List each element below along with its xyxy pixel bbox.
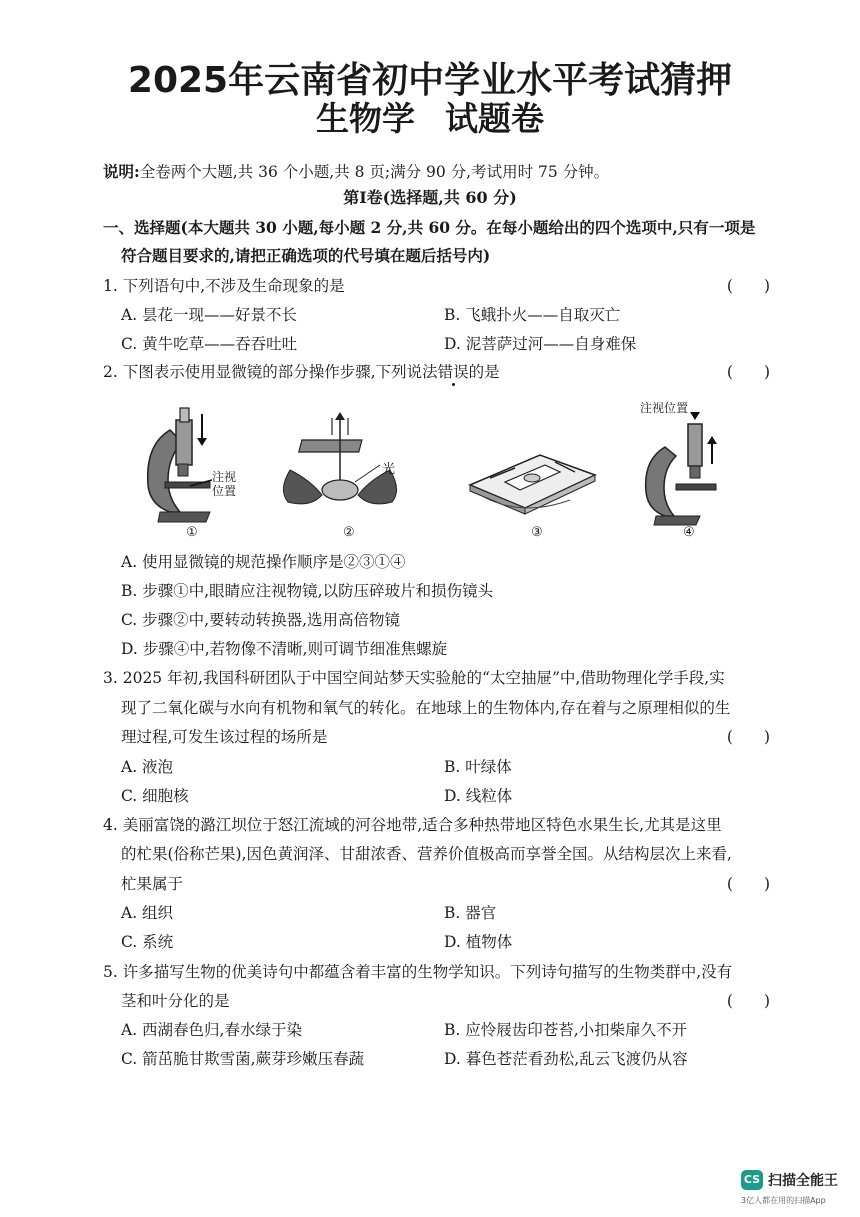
- camscanner-tagline: 3亿人都在用的扫描App: [741, 1196, 826, 1205]
- step1-annotation-line1: 注视: [212, 470, 237, 484]
- q2-answer-paren[interactable]: ( ): [726, 363, 770, 381]
- q5-option-c: C. 箭茁脆甘欺雪菌,蕨芽珍嫩压春蔬: [121, 1050, 365, 1068]
- q4-option-d: D. 植物体: [444, 933, 513, 951]
- q1-option-a: A. 昙花一现——好景不长: [121, 306, 298, 324]
- q5-answer-paren[interactable]: ( ): [726, 992, 770, 1010]
- q2-stem-emphasis: 错误: [437, 363, 469, 381]
- q1-option-c: C. 黄牛吃草——吞吞吐吐: [121, 335, 298, 353]
- q3-stem-line1: 3. 2025 年初,我国科研团队于中国空间站梦天实验舱的“太空抽屉”中,借助物理化学手段,实: [103, 669, 725, 687]
- camscanner-logo: CS: [741, 1170, 763, 1190]
- q5-option-b: B. 应怜屐齿印苍苔,小扣柴扉久不开: [444, 1021, 688, 1039]
- part1-title: 第Ⅰ卷(选择题,共 60 分): [343, 188, 517, 207]
- q1-stem: 1. 下列语句中,不涉及生命现象的是: [103, 277, 345, 295]
- section1-line1: 一、选择题(本大题共 30 小题,每小题 2 分,共 60 分。在每小题给出的四个选项中,只有一项是: [103, 218, 756, 237]
- q1-option-d: D. 泥菩萨过河——自身难保: [444, 335, 637, 353]
- q2-option-a: A. 使用显微镜的规范操作顺序是②③①④: [121, 553, 406, 571]
- q3-option-b: B. 叶绿体: [444, 758, 512, 776]
- q5-option-d: D. 暮色苍茫看劲松,乱云飞渡仍从容: [444, 1050, 688, 1068]
- paper-type: 试题卷: [445, 99, 544, 138]
- q3-stem-line2: 现了二氧化碳与水向有机物和氧气的转化。在地球上的生物体内,存在着与之原理相似的生: [121, 699, 731, 717]
- section1-line2: 符合题目要求的,请把正确选项的代号填在题后括号内): [121, 246, 491, 265]
- instructions-text: 全卷两个大题,共 36 个小题,共 8 页;满分 90 分,考试用时 75 分钟。: [139, 163, 610, 181]
- step4-label: ④: [683, 525, 695, 540]
- q2-option-c: C. 步骤②中,要转动转换器,选用高倍物镜: [121, 611, 401, 629]
- instructions-label: 说明:: [103, 162, 140, 181]
- q1-option-b: B. 飞蛾扑火——自取灭亡: [444, 306, 621, 324]
- q5-stem-line2: 茎和叶分化的是: [121, 992, 230, 1010]
- microscope-step1-figure: [140, 400, 250, 525]
- q2-option-d: D. 步骤④中,若物像不清晰,则可调节细准焦螺旋: [121, 640, 448, 658]
- q3-stem-line3: 理过程,可发生该过程的场所是: [121, 728, 328, 746]
- q4-option-c: C. 系统: [121, 933, 174, 951]
- microscope-step4-figure: [640, 412, 730, 527]
- q4-option-b: B. 器官: [444, 904, 497, 922]
- q3-answer-paren[interactable]: ( ): [726, 728, 770, 746]
- exam-subtitle: [0, 93, 860, 140]
- subject-name: 生物学: [316, 99, 415, 138]
- step2-light-annotation: 光: [382, 462, 396, 477]
- q4-answer-paren[interactable]: ( ): [726, 875, 770, 893]
- exam-title: 2025年云南省初中学业水平考试猜押: [127, 60, 733, 101]
- step1-annotation-line2: 位置: [212, 484, 237, 498]
- q4-stem-line3: 杧果属于: [121, 875, 184, 893]
- step1-label: ①: [186, 525, 198, 540]
- q2-stem-post: 的是: [468, 363, 500, 381]
- q4-option-a: A. 组织: [121, 904, 174, 922]
- step2-label: ②: [343, 525, 355, 540]
- camscanner-app-name: 扫描全能王: [768, 1173, 838, 1189]
- step3-label: ③: [531, 525, 543, 540]
- q2-stem: [103, 362, 500, 382]
- q4-stem-line1: 4. 美丽富饶的潞江坝位于怒江流域的河谷地带,适合多种热带地区特色水果生长,尤其是这里: [103, 816, 722, 834]
- q3-option-a: A. 液泡: [121, 758, 174, 776]
- q1-answer-paren[interactable]: ( ): [726, 277, 770, 295]
- q4-stem-line2: 的杧果(俗称芒果),因色黄润泽、甘甜浓香、营养价值极高而享誉全国。从结构层次上来看,: [121, 845, 732, 863]
- step1-annotation: [212, 470, 236, 498]
- instructions: [103, 162, 609, 182]
- q3-option-c: C. 细胞核: [121, 787, 189, 805]
- step4-annotation: 注视位置: [640, 401, 689, 415]
- q5-option-a: A. 西湖春色归,春水绿于染: [121, 1021, 302, 1039]
- q2-option-b: B. 步骤①中,眼睛应注视物镜,以防压碎玻片和损伤镜头: [121, 582, 494, 600]
- microscope-step3-figure: [460, 440, 600, 520]
- q2-stem-pre: 2. 下图表示使用显微镜的部分操作步骤,下列说法: [103, 363, 438, 381]
- q3-option-d: D. 线粒体: [444, 787, 513, 805]
- q5-stem-line1: 5. 许多描写生物的优美诗句中都蕴含着丰富的生物学知识。下列诗句描写的生物类群中,没有: [103, 963, 733, 981]
